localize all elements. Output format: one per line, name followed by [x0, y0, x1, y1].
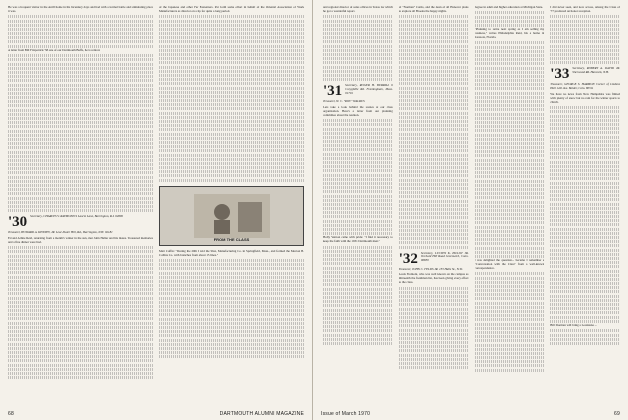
right-column-3 [475, 6, 545, 398]
class-year: '30 [8, 214, 28, 231]
class-secretary: Secretary, LUCIEN K. PILLOT JR. Orchard Hill Road Greenwich, Conn. 06830 [420, 250, 469, 263]
right-column-1 [323, 6, 393, 398]
class-header-31 [323, 84, 393, 98]
class-news: Louis Fremont, who was well known on the campus as thirteenth the freshman list, has been giving every effort to the class. [398, 272, 469, 285]
class-secretary: Secretary, ROBERT A. DAVID JR. Sherwood Rd. Hancock, N.H. [572, 66, 620, 75]
class-photo [159, 186, 304, 246]
sketch-illustration [192, 192, 272, 240]
paragraph: Bill Dorman will bring a Louisiana ... [550, 322, 597, 327]
class-news: Ed and Arline Reid, returning from a month's winter in the sun, met John Heller and his mates. Treasured memories and a fine dinner were had. [8, 235, 153, 244]
right-footer [321, 411, 620, 417]
class-news: Lets take a look behind the scenes at our class organization. Here's a letter from our planning committee about the reunion. [323, 104, 393, 117]
class-header-33 [550, 67, 620, 81]
issue-date: Issue of March 1970 [321, 411, 371, 417]
left-column-1 [8, 6, 153, 398]
paragraph: A letter from Bill Fitzpatrick '38 one of our Dartmouth Buffs, he is retired. [8, 47, 101, 52]
paragraph: Matt Coffin: "During the 20th I told the Shot, Manufacturing Co. in Springfield, Mass., and formed the Morton B. Collins Co. with branches from about 15 lines." [159, 248, 304, 257]
paragraph: Holly Vernon came with pride: "I find it necessary to keep the faith with the 1931 Dartmouth men." [323, 235, 393, 244]
left-page [0, 0, 313, 420]
magazine-title: DARTMOUTH ALUMNI MAGAZINE [219, 411, 304, 417]
page-number: 69 [614, 411, 620, 417]
paragraph: and regional director of sales offices in Texas for which he got a wonderful report. [323, 6, 393, 13]
class-header-32 [399, 252, 469, 266]
right-page [313, 0, 628, 420]
class-treasurer: Treasurer, HOWARD A. KENNEY, JR. Lear-Slater Hill, Rd., Barrington, N.H. 02181 [8, 230, 113, 235]
photo-caption: FROM THE CLASS [213, 236, 250, 242]
page-number: 68 [8, 411, 14, 417]
paragraph: I was delighted the question... became I remember a "Conversation with the Class" from a well-known correspondence. [474, 258, 545, 270]
class-treasurer: Treasurer, W. C. "ROV" WALRUS [323, 99, 365, 104]
paragraph: of the Japanese and other Far Easterners. Pat forth some effort in behalf of the Oriental Association of Work Manufacturers as director on a tip for quite a long period. [159, 6, 304, 13]
paragraph: of "Norman" Curtis, and the dean of all Hanover plans to explore all Brooks the happy nights. [398, 6, 469, 13]
class-year: '32 [398, 250, 418, 267]
class-news: We have no news from New Hampshire was filmed with plenty of snow but no rain for the winter sports to clinch. [550, 91, 620, 104]
class-treasurer: Treasurer, GEORGE S. HARMON Corner of Lindens Hall 12th Ave. Bolder, Colo. 80311 [550, 82, 620, 91]
paragraph: degree in adult and higher education at Michigan State. [474, 6, 543, 9]
left-column-2 [159, 6, 304, 398]
class-header-30 [8, 215, 153, 229]
class-secretary: Secretary, ROGER H. BURRILL 6 Corygbille Rd. Framingham, Mass. 01701 [345, 83, 393, 95]
class-year: '33 [550, 66, 570, 83]
intro-paragraph: He was a frequent visitor in the Aniff home in his bicentury days and had with a formal battle and stimulating place it was. [8, 6, 153, 13]
right-column-2 [399, 6, 469, 398]
paragraph: "Planning to retire next spring as I am selling my business," writes Philadelphia Reid, his a home in Sarasota, Florida. [474, 27, 545, 39]
paragraph: I did never seen, and now across, among the Class of '77 produced an honor reception. [550, 6, 620, 13]
class-year: '31 [323, 83, 343, 100]
left-footer [8, 411, 304, 417]
right-column-4 [550, 6, 620, 398]
class-treasurer: Treasurer, JOHN C. FELDS JR. 133 Halls St., N.W. [398, 266, 463, 271]
class-secretary: Secretary, CHARLES V. RAYMOND 9 Laurie Lane, Barrington, R.I. 02806 [30, 214, 123, 219]
